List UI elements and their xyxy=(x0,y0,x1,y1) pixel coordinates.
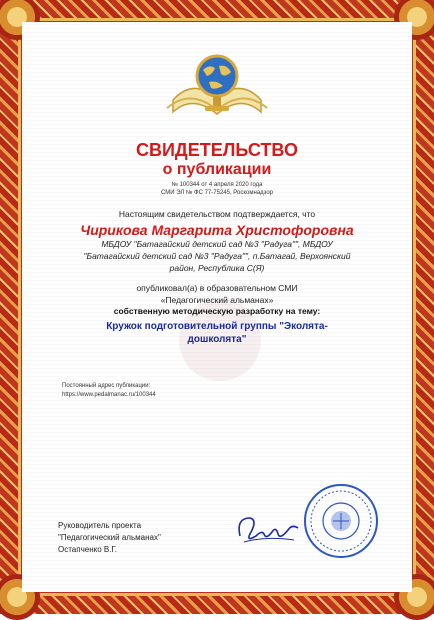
footer-line-role: Руководитель проекта xyxy=(58,521,142,530)
globe-book-emblem-icon xyxy=(163,38,271,138)
round-stamp-icon xyxy=(302,482,380,560)
permalink-label: Постоянный адрес публикации: xyxy=(62,383,151,389)
published-line-2: «Педагогический альманах» xyxy=(160,295,274,305)
certificate-subtitle: о публикации xyxy=(162,161,272,178)
topic-line-1: Кружок подготовительной группы "Эколята- xyxy=(106,321,328,332)
registration-number: № 100344 от 4 апреля 2020 года xyxy=(171,182,263,188)
permalink-url[interactable]: https://www.pedalmanac.ru/100344 xyxy=(62,392,156,398)
recipient-name: Чирикова Маргарита Христофоровна xyxy=(80,222,354,238)
signature-icon xyxy=(232,506,302,550)
organization-line-2: "Батагайский детский сад №3 "Радуга"", п.Батагай, Верхоянский xyxy=(83,251,351,261)
work-type: собственную методическую разработку на тему: xyxy=(113,306,321,316)
media-registration: СМИ ЭЛ № ФС 77-75245, Роскомнадзор xyxy=(160,190,274,196)
footer-signatory xyxy=(58,520,258,556)
organization-line-3: район, Республика С(Я) xyxy=(169,263,265,273)
certificate-title: СВИДЕТЕЛЬСТВО xyxy=(136,140,298,160)
topic-line-2: дошколята" xyxy=(187,334,247,345)
footer-line-name: Остапченко В.Г. xyxy=(58,545,118,554)
confirmation-text: Настоящим свидетельством подтверждается, что xyxy=(118,209,316,219)
footer-line-project: "Педагогический альманах" xyxy=(58,533,161,542)
organization-line-1: МБДОУ "Батагайский детский сад №3 "Радуга"", МБДОУ xyxy=(101,239,333,249)
published-line-1: опубликовал(а) в образовательном СМИ xyxy=(136,283,298,293)
